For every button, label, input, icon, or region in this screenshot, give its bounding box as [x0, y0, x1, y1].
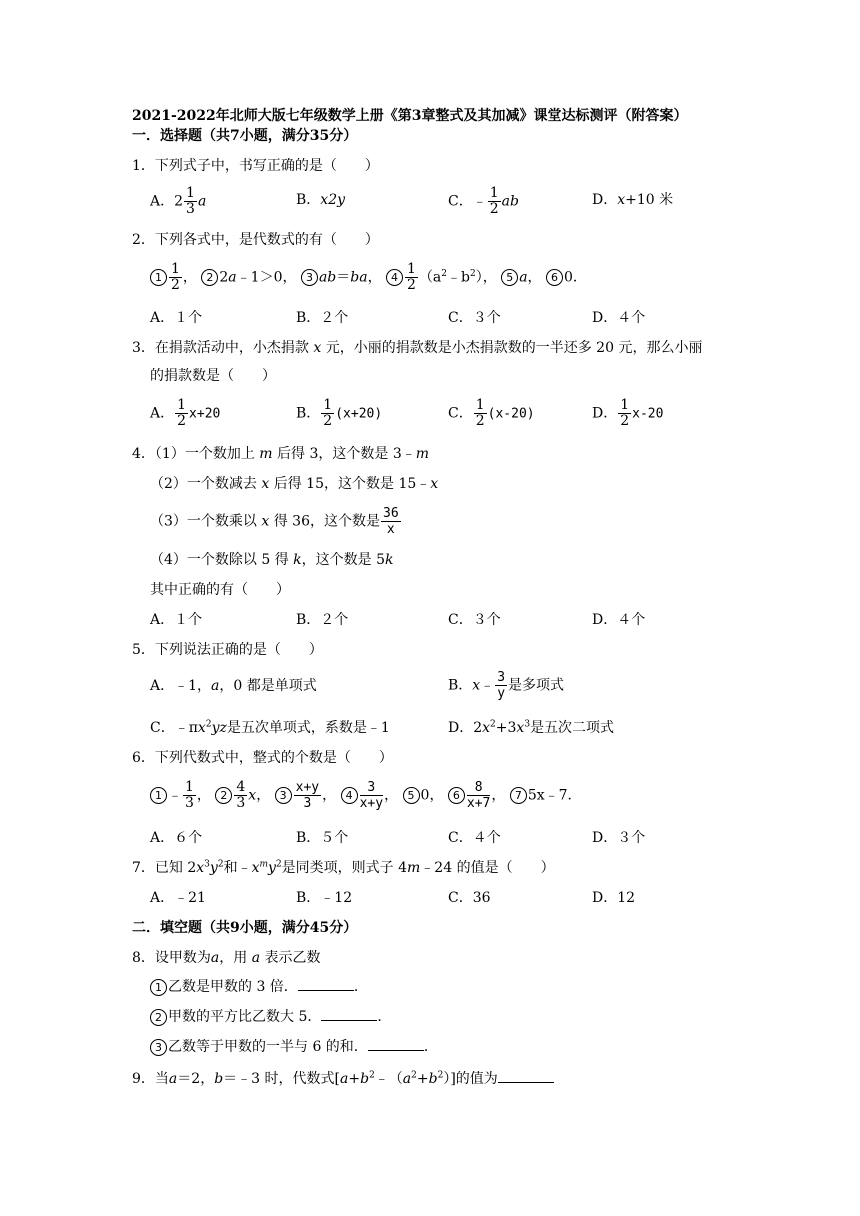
q5-option-b: B．x﹣ $\frac{3}{y}$ 是多项式: [448, 670, 565, 701]
q3-option-a: A． $\frac{1}{2}$ x+20: [150, 397, 221, 429]
section-choice-heading: 一．选择题（共7小题，满分35分）: [132, 128, 358, 144]
answer-blank[interactable]: [368, 1036, 424, 1051]
q4-line5: 其中正确的有（ ）: [150, 582, 290, 598]
q4-option-b: B．２个: [296, 612, 349, 628]
q8-sub1: 1 乙数是甲数的 3 倍． ．: [150, 976, 368, 997]
q2-option-a: A．１个: [150, 310, 203, 326]
q5-stem: 5．下列说法正确的是（ ）: [132, 642, 323, 658]
q2-option-b: B．２个: [296, 310, 349, 326]
q6-items: 1 ﹣ $\frac{1}{3}$ ， 2 $\frac{4}{3}$ x， 3 $\frac{x+y}{3}$ ， 4 $\frac{3}{x+y}$ ， 5 0， 6 $\frac{8}{x+7}$ ， 7 5x﹣7．: [150, 780, 582, 811]
q3-stem-line1: 3．在捐款活动中，小杰捐款 x 元，小丽的捐款数是小杰捐款数的一半还多 20 元，那么小丽: [132, 340, 703, 356]
q7-option-c: C．36: [448, 890, 491, 906]
q6-stem: 6．下列代数式中，整式的个数是（ ）: [132, 750, 393, 766]
q7-option-a: A．﹣21: [150, 890, 206, 906]
q4-line3: （3）一个数乘以 x 得 36，这个数是 $\frac{36}{x}$: [150, 506, 399, 537]
q1-option-a: A．2 $\frac{1}{3}$ a: [150, 185, 207, 217]
q1-option-d: D．x+10 米: [592, 192, 674, 208]
q6-option-b: B．５个: [296, 830, 349, 846]
q4-line1: 4．（1）一个数加上 m 后得 3，这个数是 3﹣m: [132, 446, 430, 462]
q2-stem: 2．下列各式中，是代数式的有（ ）: [132, 232, 379, 248]
q2-option-d: D．４个: [592, 310, 646, 326]
q6-option-d: D．３个: [592, 830, 646, 846]
q5-option-a: A．﹣1，a，0 都是单项式: [150, 678, 317, 694]
q4-option-c: C．３个: [448, 612, 501, 628]
q7-option-b: B．﹣12: [296, 890, 353, 906]
q8-sub2: 2 甲数的平方比乙数大 5． ．: [150, 1006, 391, 1027]
q5-option-c: C．$﹣\pi x^2yz$是五次单项式，系数是﹣1: [150, 719, 390, 736]
q8-sub3: 3 乙数等于甲数的一半与 6 的和． ．: [150, 1036, 438, 1057]
q4-line2: （2）一个数减去 x 后得 15，这个数是 15﹣x: [150, 476, 439, 492]
q7-option-d: D．12: [592, 890, 636, 906]
q9-stem: 9．当a＝2，b＝﹣3 时，代数式$[a+b^2﹣(a^2+b^2)]$的值为: [132, 1068, 554, 1089]
q1-option-b: B．x2y: [296, 192, 346, 208]
answer-blank[interactable]: [298, 976, 354, 991]
q1-option-c: C．﹣ $\frac{1}{2}$ ab: [448, 185, 519, 217]
q4-line4: （4）一个数除以 5 得 k，这个数是 5k: [150, 552, 394, 568]
q4-option-a: A．１个: [150, 612, 203, 628]
q3-option-d: D． $\frac{1}{2}$ x-20: [592, 397, 664, 429]
page-title: 2021-2022年北师大版七年级数学上册《第3章整式及其加减》课堂达标测评（附答案）: [132, 108, 688, 124]
q2-items: 1 $\frac{1}{2}$ ， 2 2a﹣1＞0， 3 ab＝ba， 4 $\frac{1}{2}$ $(a^2﹣b^2)$， 5 a， 6 0．: [150, 262, 587, 293]
q6-option-c: C．４个: [448, 830, 501, 846]
q7-stem: 7．已知 $2x^3y^2$和$﹣x^my^2$是同类项，则式子 4m﹣24 的值是（ ）: [132, 859, 555, 876]
q3-stem-line2: 的捐款数是（ ）: [150, 368, 276, 384]
q5-option-d: D．$2x^2+3x^3$是五次二项式: [448, 719, 615, 736]
q1-stem: 1．下列式子中，书写正确的是（ ）: [132, 158, 379, 174]
q3-option-b: B． $\frac{1}{2}$ (x+20): [296, 397, 383, 429]
section-fill-heading: 二．填空题（共9小题，满分45分）: [132, 920, 358, 936]
q6-option-a: A．６个: [150, 830, 203, 846]
answer-blank[interactable]: [321, 1006, 377, 1021]
answer-blank[interactable]: [498, 1068, 554, 1083]
q8-stem: 8．设甲数为a，用 a 表示乙数: [132, 950, 321, 966]
q4-option-d: D．４个: [592, 612, 646, 628]
q3-option-c: C． $\frac{1}{2}$ (x-20): [448, 397, 535, 429]
q2-option-c: C．３个: [448, 310, 501, 326]
